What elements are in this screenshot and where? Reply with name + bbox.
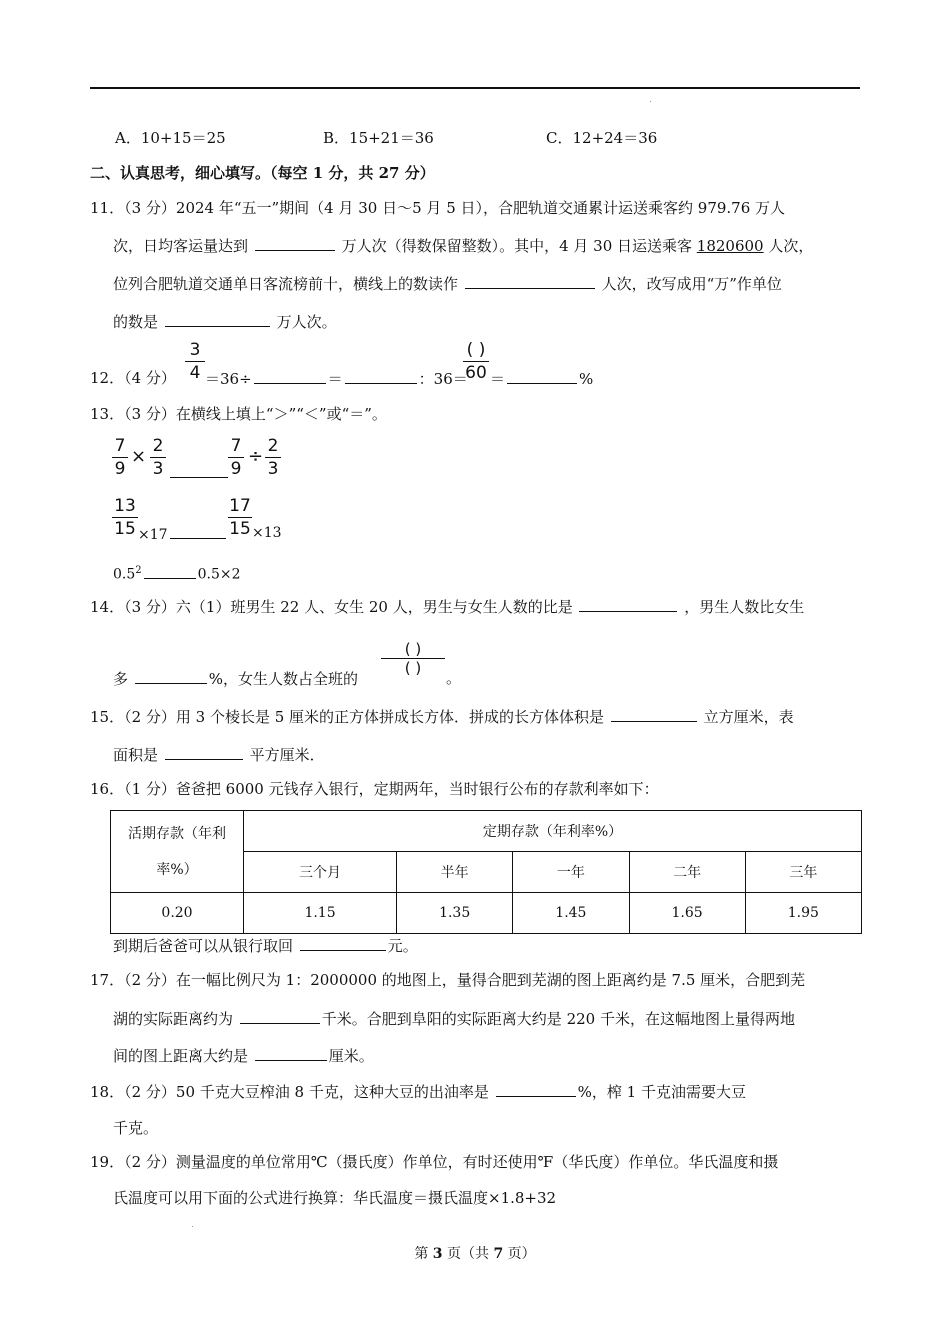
denominator: 15 (229, 519, 251, 539)
q15-text: 面积是 (113, 746, 159, 764)
header-text: 活期存款（年利 (128, 825, 226, 842)
numerator: 7 (114, 436, 126, 456)
q14-text: 多 (113, 670, 129, 688)
option-a: A．10+15＝25 (115, 129, 226, 147)
q17-text: 千米。合肥到阜阳的实际距离大约是 220 千米，在这幅地图上量得两地 (321, 1010, 795, 1028)
header-rule (90, 87, 860, 89)
times-sign: × (131, 446, 147, 467)
footer-text: 第 (414, 1246, 433, 1262)
q11-line2 (113, 235, 813, 256)
stray-dot (650, 101, 651, 102)
answer-blank[interactable] (300, 935, 386, 951)
numerator: 7 (230, 436, 242, 456)
denominator: 3 (267, 459, 279, 479)
q18-text: %，榨 1 千克油需要大豆 (577, 1083, 746, 1101)
q18-text: 18．（2 分）50 千克大豆榨油 8 千克，这种大豆的出油率是 (90, 1083, 489, 1101)
answer-blank[interactable] (255, 1045, 327, 1061)
answer-blank[interactable] (165, 311, 270, 327)
denominator-blank[interactable]: ( ) (404, 659, 422, 677)
q11-text: 位列合肥轨道交通单日客流榜前十，横线上的数读作 (113, 275, 459, 293)
numerator: 2 (267, 436, 279, 456)
denominator: 60 (465, 363, 487, 383)
answer-blank[interactable] (144, 563, 196, 579)
q17-text: 湖的实际距离约为 (113, 1010, 234, 1028)
answer-blank[interactable] (165, 744, 243, 760)
q12-text: ＝36÷ (205, 370, 252, 388)
denominator: 4 (189, 363, 201, 383)
divide-sign: ÷ (248, 446, 264, 467)
q16-line: 16．（1 分）爸爸把 6000 元钱存入银行，定期两年，当时银行公布的存款利率如下： (90, 780, 659, 798)
term-cell: 三年 (745, 852, 861, 893)
denominator: 9 (230, 459, 242, 479)
footer-text: 页（共 (442, 1246, 494, 1262)
answer-blank[interactable] (240, 1008, 320, 1024)
q11-text: 万人次（得数保留整数）。其中，4 月 30 日运送乘客 (341, 237, 693, 255)
q15-line2 (113, 744, 325, 765)
rate-cell: 1.45 (513, 893, 629, 934)
q13-frac-c (228, 436, 244, 479)
q13-text: 0.5 (113, 566, 136, 583)
fraction-bar (112, 517, 138, 518)
rate-cell: 1.95 (745, 893, 861, 934)
answer-blank[interactable] (465, 273, 595, 289)
answer-blank[interactable] (135, 668, 207, 684)
page-footer (0, 1243, 950, 1263)
q12-rest (205, 368, 468, 389)
numerator: 2 (152, 436, 164, 456)
q16-after (113, 935, 418, 956)
answer-blank[interactable] (254, 368, 326, 384)
table-row (111, 893, 862, 934)
q12-text: % (579, 370, 594, 388)
numerator: 3 (189, 340, 201, 360)
header-text: 率%） (156, 861, 198, 878)
q12-label: 12．（4 分） (90, 369, 176, 387)
fraction-bar (150, 457, 166, 458)
answer-blank[interactable] (611, 706, 697, 722)
q14-fraction-blank[interactable] (381, 640, 445, 677)
q13-frac-a (112, 436, 128, 479)
rate-cell: 1.65 (629, 893, 745, 934)
q13-frac-b (150, 436, 166, 479)
q19-line1: 19．（2 分）测量温度的单位常用℃（摄氏度）作单位，有时还使用℉（华氏度）作单位。华氏温度和摄 (90, 1153, 779, 1171)
table-row (111, 811, 862, 852)
q12-text: ＝ (490, 370, 506, 388)
q11-text: 万人次。 (276, 313, 337, 331)
term-cell: 三个月 (244, 852, 397, 893)
q15-text: 立方厘米，表 (703, 708, 794, 726)
section-title: 二、认真思考，细心填写。（每空 1 分，共 27 分） (90, 164, 435, 182)
numerator: ( ) (466, 340, 486, 360)
denominator: 9 (114, 459, 126, 479)
q11-text: 人次，改写成用“万”作单位 (601, 275, 782, 293)
answer-blank[interactable] (170, 462, 228, 478)
q18-line2: 千克。 (113, 1119, 159, 1137)
q11-underlined-number: 1820600 (696, 237, 764, 255)
fraction-bar (265, 457, 281, 458)
q13-mult-2: ×13 (252, 525, 282, 541)
dingqi-header: 定期存款（年利率%） (244, 811, 862, 852)
numerator-blank[interactable]: ( ) (404, 640, 422, 658)
q14-text: %，女生人数占全班的 (208, 670, 359, 688)
q17-line1: 17．（2 分）在一幅比例尺为 1：2000000 的地图上，量得合肥到芜湖的图上距离约是 7.5 厘米，合肥到芜 (90, 971, 806, 989)
answer-blank[interactable] (255, 235, 335, 251)
answer-blank[interactable] (345, 368, 417, 384)
numerator: 17 (229, 496, 251, 516)
q15-text: 平方厘米． (249, 746, 325, 764)
q17-line2 (113, 1008, 795, 1029)
q12-text: ：36＝ (418, 370, 468, 388)
q11-line1: 11．（3 分）2024 年“五一”期间（4 月 30 日～5 月 5 日），合肥轨道交通累计运送乘客约 979.76 万人 (90, 199, 786, 217)
q15-text: 15．（2 分）用 3 个棱长是 5 厘米的正方体拼成长方体．拼成的长方体体积是 (90, 708, 605, 726)
q11-line4 (113, 311, 337, 332)
q17-text: 间的图上距离大约是 (113, 1047, 249, 1065)
q13-frac-e (112, 496, 138, 539)
q12-text: ＝ (327, 370, 343, 388)
q13-row3 (113, 561, 241, 585)
q19-line2: 氏温度可以用下面的公式进行换算：华氏温度＝摄氏温度×1.8+32 (113, 1189, 557, 1207)
q17-line3 (113, 1045, 374, 1066)
q13-frac-d (265, 436, 281, 479)
q13-frac-f (228, 496, 252, 539)
q11-text: 次，日均客运量达到 (113, 237, 249, 255)
rate-cell: 0.20 (111, 893, 244, 934)
q18-line1 (90, 1081, 746, 1102)
q12-rest-2 (490, 368, 593, 389)
page-number: 3 (432, 1246, 443, 1262)
option-b: B．15+21＝36 (323, 129, 434, 147)
huoqi-header (111, 811, 244, 893)
answer-blank[interactable] (579, 596, 677, 612)
q13-text: 0.5×2 (197, 566, 241, 583)
numerator: 13 (114, 496, 136, 516)
q13-text: ×17 (138, 527, 168, 543)
q14-end: 。 (446, 669, 462, 687)
q13-line: 13．（3 分）在横线上填上“＞”“＜”或“＝”。 (90, 405, 387, 423)
stray-dot (192, 1226, 193, 1227)
q11-text: 的数是 (113, 313, 159, 331)
q13-exponent: 2 (135, 565, 142, 576)
q11-text: 人次， (768, 237, 814, 255)
answer-blank[interactable] (170, 523, 226, 539)
term-cell: 半年 (397, 852, 513, 893)
denominator: 15 (114, 519, 136, 539)
q12-fraction-2 (463, 340, 489, 383)
q14-line1 (90, 596, 804, 617)
q14-text: ，男生人数比女生 (684, 598, 805, 616)
fraction-bar (112, 457, 128, 458)
q12-fraction (185, 340, 205, 383)
q14-line2 (113, 668, 358, 689)
fraction-bar (185, 361, 205, 362)
q15-line1 (90, 706, 794, 727)
q17-text: 厘米。 (328, 1047, 374, 1065)
interest-rate-table (110, 810, 862, 934)
q16-text: 元。 (387, 937, 418, 955)
term-cell: 二年 (629, 852, 745, 893)
denominator: 3 (152, 459, 164, 479)
answer-blank[interactable] (507, 368, 577, 384)
fraction-bar (228, 517, 252, 518)
footer-text: 页） (503, 1246, 536, 1262)
q13-mult (138, 523, 228, 545)
rate-cell: 1.35 (397, 893, 513, 934)
page-total: 7 (493, 1246, 504, 1262)
fraction-bar (228, 457, 244, 458)
fraction-bar (463, 361, 489, 362)
option-c: C．12+24＝36 (546, 129, 658, 147)
rate-cell: 1.15 (244, 893, 397, 934)
q11-line3 (113, 273, 782, 294)
answer-blank[interactable] (496, 1081, 576, 1097)
q14-text: 14．（3 分）六（1）班男生 22 人、女生 20 人，男生与女生人数的比是 (90, 598, 573, 616)
term-cell: 一年 (513, 852, 629, 893)
q16-text: 到期后爸爸可以从银行取回 (113, 937, 294, 955)
